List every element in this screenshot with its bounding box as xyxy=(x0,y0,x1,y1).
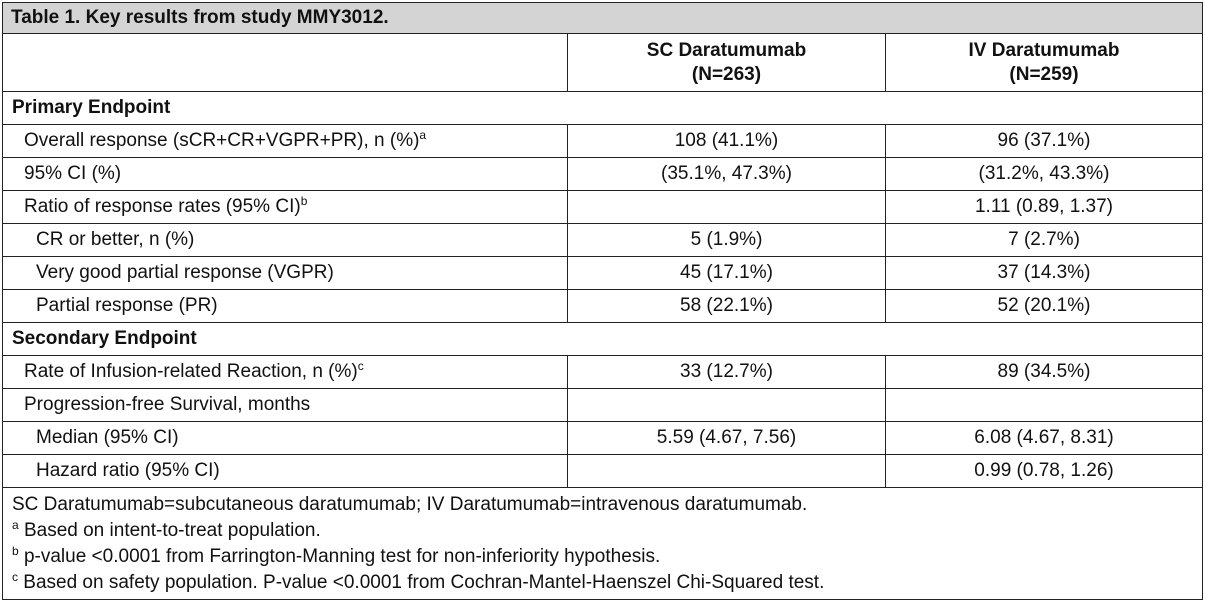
section-row-primary xyxy=(3,92,1203,125)
footnote-c-text: Based on safety population. P-value <0.0001 from Cochran-Mantel-Haenszel Chi-Squared test. xyxy=(18,572,825,593)
caption-row xyxy=(3,3,1203,34)
sc-value: (35.1%, 47.3%) xyxy=(568,158,886,191)
iv-value: 52 (20.1%) xyxy=(886,290,1203,323)
section-secondary-label: Secondary Endpoint xyxy=(3,323,1203,356)
footnote-a xyxy=(12,518,1193,544)
row-label-text: Hazard ratio (95% CI) xyxy=(36,460,220,481)
iv-value: 96 (37.1%) xyxy=(886,125,1203,158)
row-label-text: Rate of Infusion-related Reaction, n (%) xyxy=(24,361,358,382)
table-row xyxy=(3,125,1203,158)
footnote-abbreviations: SC Daratumumab=subcutaneous daratumumab; IV Daratumumab=intravenous daratumumab. xyxy=(12,494,808,515)
footnotes xyxy=(3,488,1203,600)
header-iv xyxy=(886,34,1203,92)
iv-value: 37 (14.3%) xyxy=(886,257,1203,290)
iv-value: 89 (34.5%) xyxy=(886,356,1203,389)
table-row xyxy=(3,389,1203,422)
footnote-b-text: p-value <0.0001 from Farrington-Manning test for non-inferiority hypothesis. xyxy=(18,546,661,567)
row-label xyxy=(3,455,568,488)
row-label xyxy=(3,356,568,389)
row-label xyxy=(3,290,568,323)
results-table xyxy=(2,2,1203,600)
footnote-b-mark: b xyxy=(12,544,19,558)
row-label-text: 95% CI (%) xyxy=(24,163,122,184)
sc-value: 58 (22.1%) xyxy=(568,290,886,323)
section-row-secondary xyxy=(3,323,1203,356)
footnote-mark: c xyxy=(357,359,364,373)
iv-value: 0.99 (0.78, 1.26) xyxy=(886,455,1203,488)
header-empty-cell xyxy=(3,34,568,92)
sc-value: 5 (1.9%) xyxy=(568,224,886,257)
sc-value xyxy=(568,191,886,224)
table-row xyxy=(3,257,1203,290)
table-row xyxy=(3,191,1203,224)
sc-value: 45 (17.1%) xyxy=(568,257,886,290)
row-label xyxy=(3,389,568,422)
footnote-b xyxy=(12,544,1193,570)
row-label-text: Ratio of response rates (95% CI) xyxy=(24,196,301,217)
header-sc xyxy=(568,34,886,92)
header-sc-name: SC Daratumumab xyxy=(646,39,807,61)
footnote-row xyxy=(3,488,1203,600)
footnote-c-mark: c xyxy=(12,570,18,584)
footnote-mark: b xyxy=(300,194,308,208)
section-primary-label: Primary Endpoint xyxy=(3,92,1203,125)
footnote-a-text: Based on intent-to-treat population. xyxy=(18,520,321,541)
row-label-text: CR or better, n (%) xyxy=(36,229,195,250)
footnote-c xyxy=(12,570,1193,596)
sc-value: 108 (41.1%) xyxy=(568,125,886,158)
footnote-a-mark: a xyxy=(12,518,19,532)
sc-value: 5.59 (4.67, 7.56) xyxy=(568,422,886,455)
header-iv-n: (N=259) xyxy=(1009,63,1079,85)
iv-value xyxy=(886,389,1203,422)
footnote-mark: a xyxy=(419,128,427,142)
table-row xyxy=(3,290,1203,323)
row-label xyxy=(3,158,568,191)
table-caption: Table 1. Key results from study MMY3012. xyxy=(3,3,1203,34)
table-row xyxy=(3,158,1203,191)
row-label-text: Very good partial response (VGPR) xyxy=(36,262,334,283)
header-sc-n: (N=263) xyxy=(691,63,762,85)
row-label-text: Overall response (sCR+CR+VGPR+PR), n (%) xyxy=(24,130,420,151)
row-label xyxy=(3,224,568,257)
row-label xyxy=(3,422,568,455)
table-row xyxy=(3,422,1203,455)
row-label-text: Progression-free Survival, months xyxy=(24,394,311,415)
header-iv-name: IV Daratumumab xyxy=(968,39,1120,61)
row-label xyxy=(3,191,568,224)
iv-value: 6.08 (4.67, 8.31) xyxy=(886,422,1203,455)
iv-value: (31.2%, 43.3%) xyxy=(886,158,1203,191)
table-row xyxy=(3,224,1203,257)
row-label xyxy=(3,257,568,290)
sc-value xyxy=(568,455,886,488)
header-row xyxy=(3,34,1203,92)
iv-value: 1.11 (0.89, 1.37) xyxy=(886,191,1203,224)
sc-value: 33 (12.7%) xyxy=(568,356,886,389)
table-row xyxy=(3,455,1203,488)
sc-value xyxy=(568,389,886,422)
iv-value: 7 (2.7%) xyxy=(886,224,1203,257)
row-label-text: Partial response (PR) xyxy=(36,295,218,316)
row-label-text: Median (95% CI) xyxy=(36,427,179,448)
table-row xyxy=(3,356,1203,389)
row-label xyxy=(3,125,568,158)
